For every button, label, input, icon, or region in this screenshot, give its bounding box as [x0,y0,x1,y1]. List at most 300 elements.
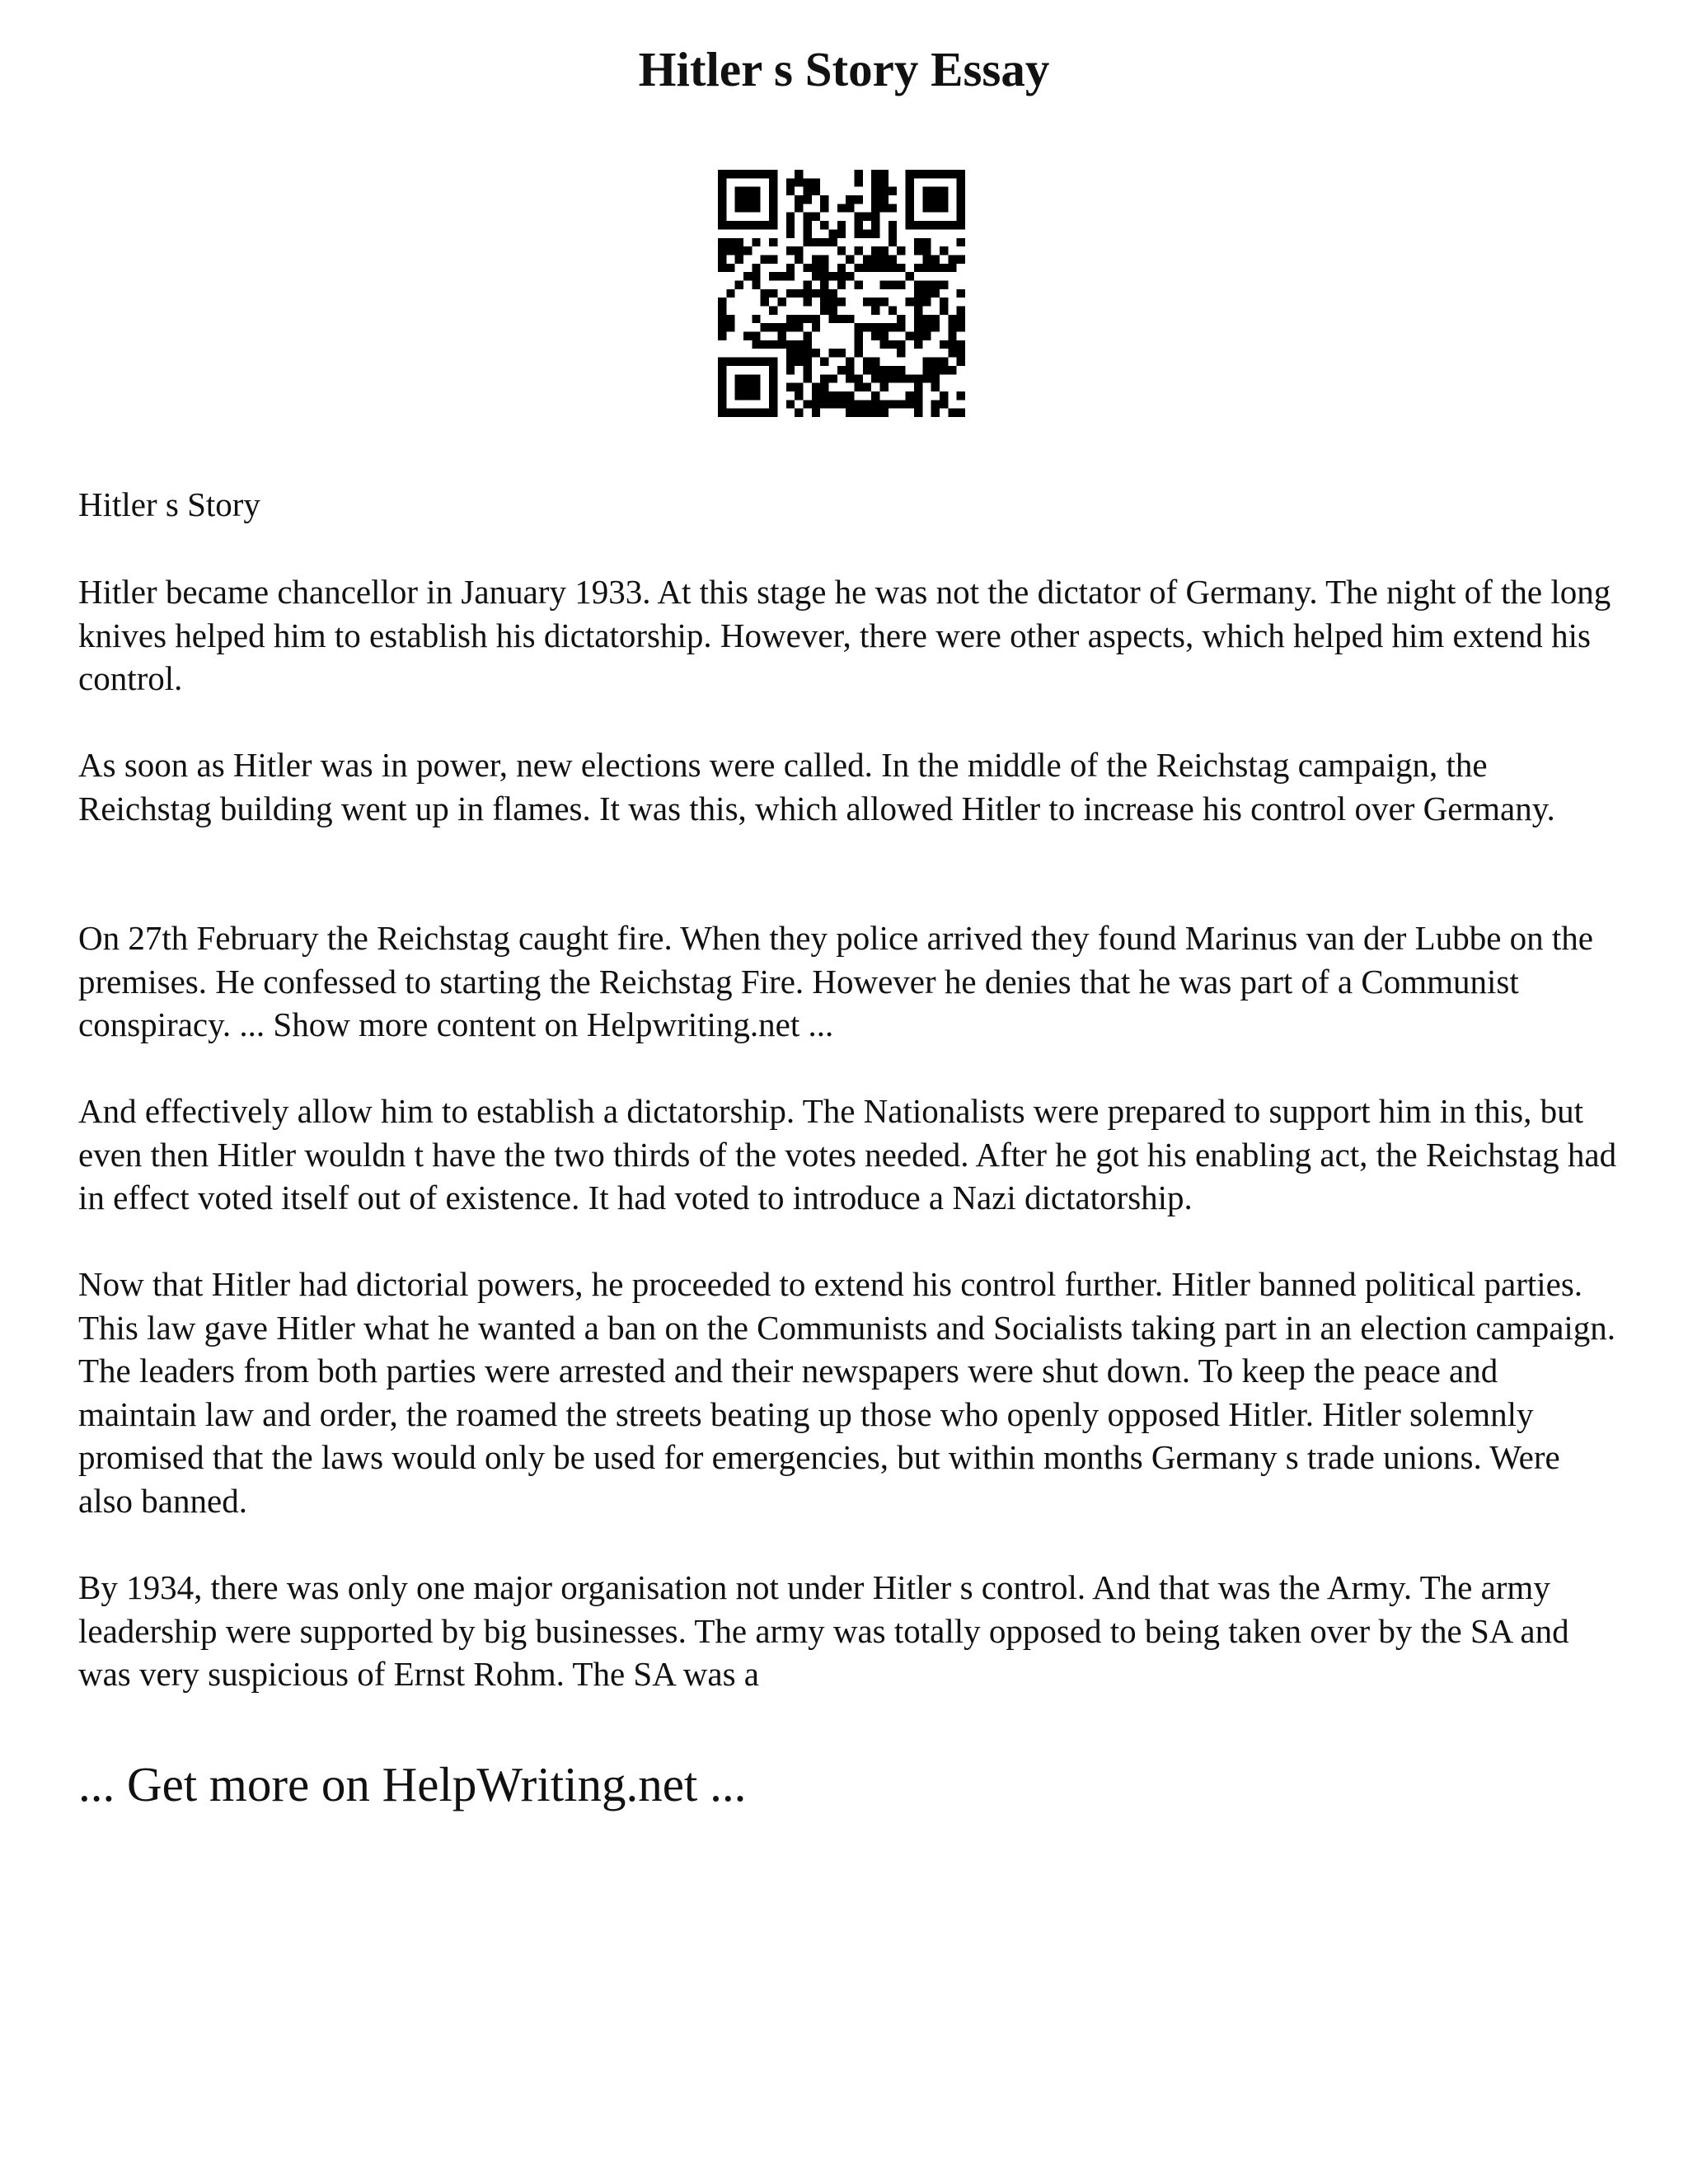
qr-module [743,272,752,280]
qr-module [803,358,811,366]
qr-module [837,315,846,323]
qr-module [922,332,931,340]
qr-module [880,246,889,255]
paragraph-1: Hitler became chancellor in January 1933. At this stage he was not the dictator of Germany. The night of the long knives helped him to establish his dictatorship. However, there were other aspects, which helped him extend his control. [78,573,1611,697]
qr-module [752,383,760,391]
qr-module [957,349,965,357]
qr-module [743,204,752,212]
qr-module [735,246,743,255]
qr-module [769,204,777,212]
qr-module [812,349,820,357]
qr-module [897,315,905,323]
qr-module [922,358,931,366]
qr-module [718,374,726,382]
qr-module [837,264,846,272]
qr-module [735,374,743,382]
qr-module [914,315,922,323]
qr-module [743,170,752,178]
qr-module [752,409,760,417]
qr-module [726,358,734,366]
qr-module [871,358,879,366]
qr-module [803,332,811,340]
qr-module [914,323,922,331]
qr-module [803,400,811,408]
qr-module [889,264,897,272]
qr-module [803,374,811,382]
qr-module [820,255,828,263]
qr-module [820,391,828,400]
qr-module [735,204,743,212]
qr-module [820,374,828,382]
qr-module [914,307,922,315]
qr-module [871,195,879,204]
qr-module [786,272,795,280]
qr-module [906,187,914,195]
qr-module [718,307,726,315]
qr-module [940,264,948,272]
qr-module [922,323,931,331]
qr-module [906,178,914,186]
qr-module [820,238,828,246]
qr-module [855,280,863,288]
qr-module [931,323,940,331]
qr-module [812,323,820,331]
qr-module [761,358,769,366]
qr-module [786,323,795,331]
qr-module [795,246,803,255]
qr-module [820,195,828,204]
qr-module [940,221,948,229]
qr-module [743,358,752,366]
qr-module [863,255,871,263]
qr-module [828,391,837,400]
qr-module [828,272,837,280]
qr-module [880,374,889,382]
qr-module [846,315,854,323]
qr-module [795,323,803,331]
qr-module [914,238,922,246]
qr-module [769,409,777,417]
qr-module [957,289,965,298]
qr-module [752,238,760,246]
qr-module [795,358,803,366]
qr-module [855,409,863,417]
qr-module [914,409,922,417]
qr-module [718,246,726,255]
qr-module [786,340,795,349]
qr-module [769,178,777,186]
qr-module [828,289,837,298]
qr-module [786,178,795,186]
qr-module [914,289,922,298]
essay-subheading: Hitler s Story [78,485,260,523]
qr-module [846,272,854,280]
qr-module [957,255,965,263]
qr-module [786,213,795,221]
qr-module [948,315,956,323]
qr-module [855,221,863,229]
paragraph-3: On 27th February the Reichstag caught fire. When they police arrived they found Marinus van der Lubbe on the premises. He confessed to starting the Reichstag Fire. However he denies that he was part of a Communist conspiracy. ... Show more content on Helpwriting.net ... [78,919,1593,1043]
qr-module [880,280,889,288]
qr-module [828,238,837,246]
qr-module [863,358,871,366]
qr-module [726,221,734,229]
qr-module [803,366,811,374]
qr-module [863,409,871,417]
qr-module [803,264,811,272]
qr-module [718,178,726,186]
qr-module [948,323,956,331]
qr-module [897,374,905,382]
qr-module [957,170,965,178]
qr-module [863,366,871,374]
qr-module [777,298,785,306]
qr-module [812,187,820,195]
qr-module [897,340,905,349]
qr-module [906,204,914,212]
qr-module [948,366,956,374]
qr-module [914,374,922,382]
qr-module [752,221,760,229]
qr-module [769,289,777,298]
qr-module [769,340,777,349]
qr-module [889,204,897,212]
qr-module [803,221,811,229]
qr-module [906,374,914,382]
qr-module [889,323,897,331]
qr-module [906,391,914,400]
qr-module [897,246,905,255]
qr-module [906,272,914,280]
qr-module [718,170,726,178]
qr-module [795,178,803,186]
qr-module [922,204,931,212]
qr-code-icon [718,170,965,417]
qr-module [931,195,940,204]
qr-module [752,358,760,366]
qr-module [803,289,811,298]
qr-module [795,170,803,178]
qr-module [906,213,914,221]
qr-module [855,170,863,178]
qr-module [880,195,889,204]
qr-module [718,332,726,340]
qr-module [828,229,837,237]
qr-module [931,400,940,408]
qr-module [837,280,846,288]
qr-module [880,255,889,263]
qr-module [906,170,914,178]
qr-module [871,178,879,186]
qr-module [922,187,931,195]
qr-module [837,298,846,306]
qr-module [922,289,931,298]
qr-module [752,170,760,178]
qr-module [761,255,769,263]
paragraph-5: Now that Hitler had dictorial powers, he proceeded to extend his control further. Hitler banned political parties. This law gave Hitler what he wanted a ban on the Communists and Socialists taking part in an election campaign. The leaders from both parties were arrested and their newspapers were shut down. To keep the peace and maintain law and order, the roamed the streets beating up those who openly opposed Hitler. Hitler solemnly promised that the laws would only be used for emergencies, but within months Germany s trade unions. Were also banned. [78,1265,1616,1520]
qr-module [735,280,743,288]
qr-module [922,246,931,255]
qr-module [828,298,837,306]
qr-module [948,349,956,357]
qr-module [957,307,965,315]
qr-module [871,298,879,306]
qr-module [871,307,879,315]
qr-module [906,400,914,408]
qr-module [940,358,948,366]
qr-module [948,221,956,229]
qr-module [752,195,760,204]
get-more-link[interactable]: ... Get more on HelpWriting.net ... [78,1757,747,1811]
qr-module [743,391,752,400]
qr-module [897,366,905,374]
qr-module [855,349,863,357]
qr-module [863,298,871,306]
qr-module [948,332,956,340]
qr-module [769,170,777,178]
qr-module [761,298,769,306]
qr-module [922,366,931,374]
qr-module [820,264,828,272]
qr-module [718,238,726,246]
qr-module [769,391,777,400]
qr-module [914,383,922,391]
qr-module [820,221,828,229]
qr-module [761,170,769,178]
qr-module [820,400,828,408]
qr-module [957,409,965,417]
qr-module [820,383,828,391]
qr-module [718,195,726,204]
qr-module [795,289,803,298]
qr-module [897,349,905,357]
qr-module [743,246,752,255]
paragraph-4: And effectively allow him to establish a dictatorship. The Nationalists were prepared to support him in this, but even then Hitler wouldn t have the two thirds of the votes needed. After he got his enabling act, the Reichstag had in effect voted itself out of existence. It had voted to introduce a Nazi dictatorship. [78,1092,1617,1216]
qr-module [922,374,931,382]
qr-module [957,195,965,204]
qr-module [837,246,846,255]
qr-module [880,332,889,340]
qr-module [846,255,854,263]
qr-module [880,383,889,391]
qr-module [855,229,863,237]
qr-module [922,221,931,229]
qr-module [948,340,956,349]
qr-module [735,187,743,195]
qr-module [906,221,914,229]
qr-module [855,195,863,204]
qr-module [761,289,769,298]
qr-module [735,170,743,178]
qr-module [837,221,846,229]
qr-module [922,238,931,246]
qr-module [914,340,922,349]
qr-module [718,366,726,374]
qr-module [786,366,795,374]
qr-module [914,391,922,400]
qr-module [922,195,931,204]
qr-module [880,366,889,374]
qr-module [906,332,914,340]
qr-module [931,366,940,374]
qr-module [880,204,889,212]
qr-module [726,246,734,255]
qr-module [795,409,803,417]
qr-module [786,221,795,229]
qr-module [777,323,785,331]
qr-module [957,323,965,331]
qr-module [897,264,905,272]
qr-module [889,366,897,374]
qr-module [837,400,846,408]
qr-module [786,400,795,408]
qr-module [846,391,854,400]
qr-module [880,323,889,331]
qr-module [948,409,956,417]
qr-module [795,391,803,400]
qr-module [752,340,760,349]
qr-module [897,323,905,331]
qr-module [948,170,956,178]
qr-module [812,383,820,391]
qr-module [914,298,922,306]
qr-module [786,383,795,391]
qr-module [803,340,811,349]
qr-module [871,170,879,178]
qr-module [761,221,769,229]
qr-module [889,307,897,315]
qr-module [786,349,795,357]
qr-module [889,280,897,288]
qr-module [871,400,879,408]
qr-module [863,400,871,408]
qr-module [871,246,879,255]
qr-module [743,383,752,391]
qr-module [812,213,820,221]
qr-module [812,255,820,263]
qr-module [769,272,777,280]
qr-module [718,400,726,408]
qr-module [837,272,846,280]
qr-module [812,391,820,400]
qr-module [761,409,769,417]
qr-module [871,323,879,331]
qr-module [846,366,854,374]
qr-module [820,298,828,306]
qr-module [931,264,940,272]
qr-module [812,400,820,408]
qr-module [871,204,879,212]
qr-module [812,238,820,246]
qr-module [743,332,752,340]
qr-module [871,409,879,417]
qr-module [897,400,905,408]
qr-module [837,391,846,400]
qr-module [752,272,760,280]
qr-module [752,204,760,212]
qr-module [735,255,743,263]
qr-module [726,264,734,272]
qr-module [769,221,777,229]
qr-module [914,264,922,272]
qr-module [889,221,897,229]
qr-module [863,383,871,391]
qr-module [718,187,726,195]
qr-module [957,213,965,221]
qr-module [855,400,863,408]
qr-module [761,340,769,349]
qr-module [726,409,734,417]
qr-module [889,229,897,237]
qr-module [795,383,803,391]
qr-module [786,264,795,272]
qr-module [769,238,777,246]
qr-module [718,383,726,391]
qr-module [786,315,795,323]
qr-module [889,340,897,349]
qr-module [931,409,940,417]
qr-module [820,280,828,288]
qr-module [812,264,820,272]
qr-module [803,195,811,204]
qr-module [940,187,948,195]
qr-module [855,246,863,255]
qr-module [880,264,889,272]
qr-module [769,187,777,195]
qr-module [914,246,922,255]
qr-module [812,289,820,298]
qr-module [914,280,922,288]
qr-module [863,229,871,237]
qr-module [871,366,879,374]
qr-module [795,255,803,263]
qr-module [940,280,948,288]
qr-module [769,255,777,263]
qr-module [931,315,940,323]
qr-module [871,221,879,229]
qr-module [828,315,837,323]
qr-module [795,315,803,323]
qr-module [906,298,914,306]
qr-module [752,374,760,382]
qr-module [957,238,965,246]
qr-module [880,400,889,408]
qr-module [718,264,726,272]
qr-module [820,289,828,298]
qr-module [889,374,897,382]
qr-module [889,238,897,246]
qr-module [828,374,837,382]
qr-module [922,315,931,323]
qr-module [931,289,940,298]
qr-module [735,409,743,417]
qr-module [855,264,863,272]
qr-module [855,340,863,349]
qr-module [803,187,811,195]
paragraph-2: As soon as Hitler was in power, new elections were called. In the middle of the Reichstag campaign, the Reichstag building went up in flames. It was this, which allowed Hitler to increase his control over Germany. [78,746,1555,827]
qr-module [735,195,743,204]
qr-module [743,187,752,195]
qr-module [922,170,931,178]
qr-module [871,187,879,195]
qr-module [889,400,897,408]
qr-module [803,298,811,306]
qr-module [957,391,965,400]
qr-module [769,213,777,221]
qr-module [795,204,803,212]
qr-module [820,307,828,315]
qr-module [777,332,785,340]
